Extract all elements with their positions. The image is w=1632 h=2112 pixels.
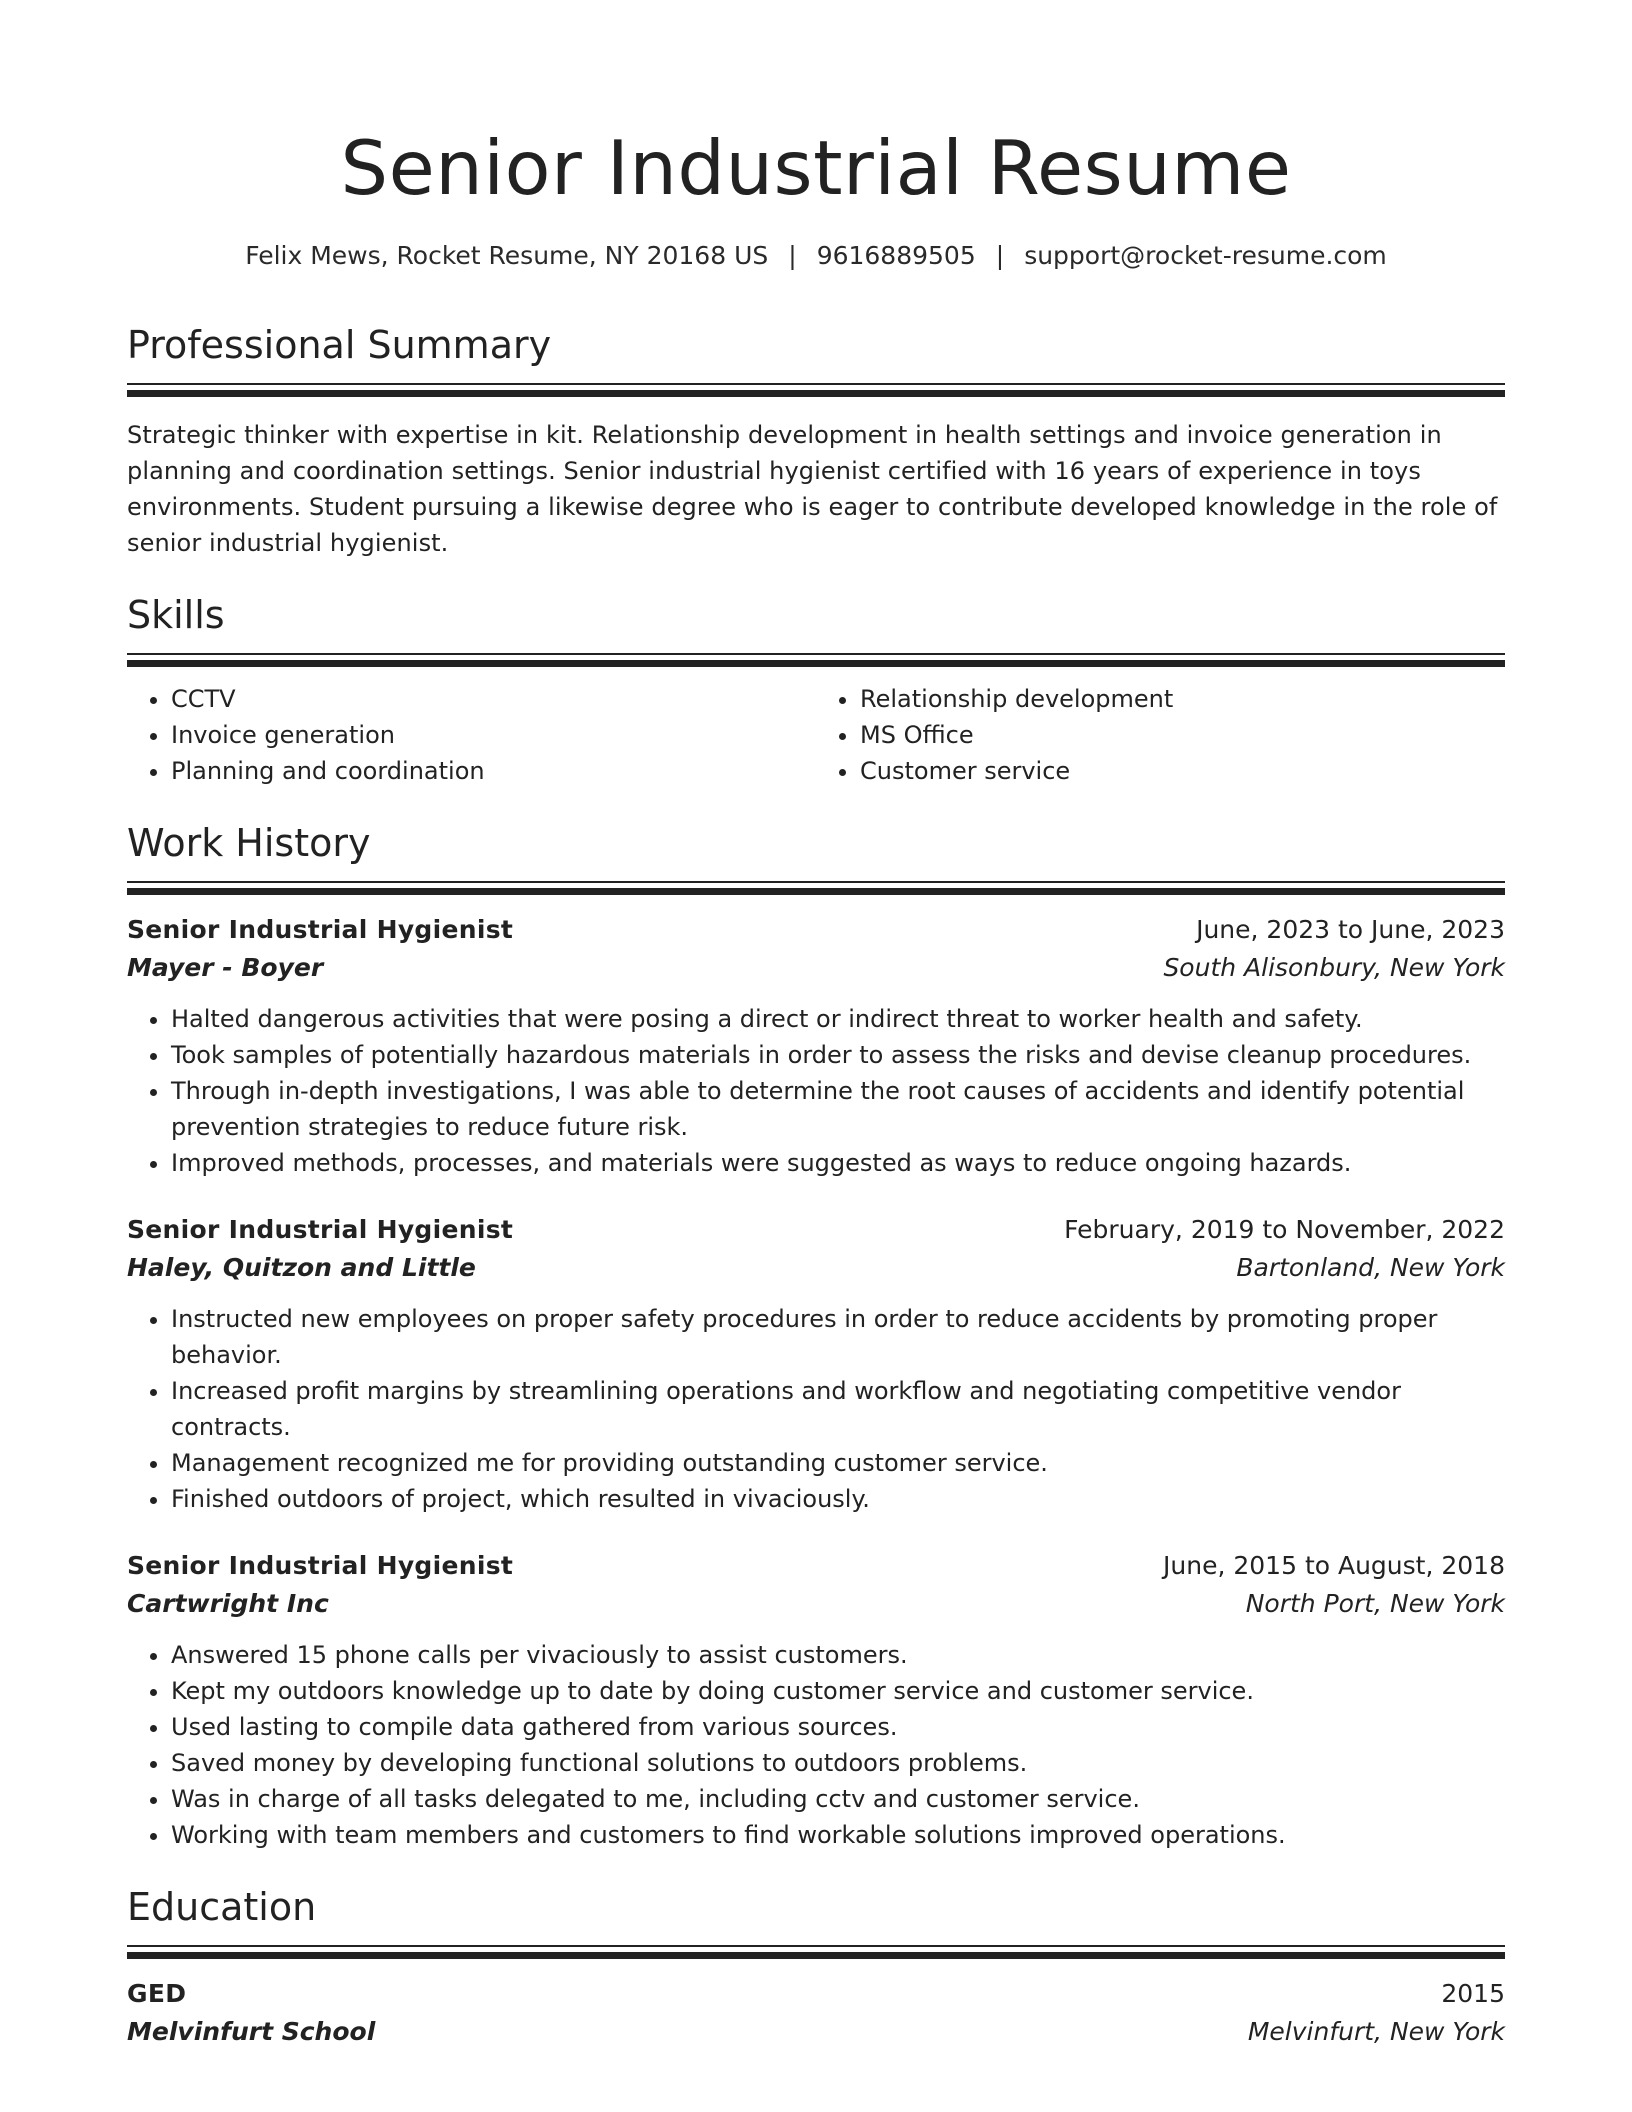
section-divider — [127, 881, 1505, 883]
job-bullet: • Increased profit margins by streamlining operations and workflow and negotiating competitive vendor contracts. — [171, 1373, 1505, 1445]
job-header-row — [127, 1211, 1505, 1249]
education-entry — [127, 1975, 1505, 2051]
job-bullet: • Answered 15 phone calls per vivaciously to assist customers. — [171, 1637, 1505, 1673]
education-header-row — [127, 1975, 1505, 2013]
section-heading-skills: Skills — [127, 593, 225, 637]
education-year: 2015 — [1441, 1979, 1505, 2008]
job-company: Cartwright Inc — [127, 1589, 329, 1618]
section-divider-thick — [127, 888, 1505, 895]
skill-item: • Planning and coordination — [171, 753, 816, 789]
skill-item: • Relationship development — [860, 681, 1505, 717]
job-location: South Alisonbury, New York — [1163, 953, 1505, 982]
section-divider-thick — [127, 660, 1505, 667]
skill-item: • CCTV — [171, 681, 816, 717]
contact-address: Felix Mews, Rocket Resume, NY 20168 US — [245, 241, 769, 270]
job-bullet: • Was in charge of all tasks delegated to me, including cctv and customer service. — [171, 1781, 1505, 1817]
section-heading-education: Education — [127, 1885, 317, 1929]
job-bullet: • Working with team members and customers to find workable solutions improved operations. — [171, 1817, 1505, 1853]
skills-list-left — [127, 681, 816, 789]
job-dates: June, 2023 to June, 2023 — [1196, 915, 1505, 944]
education-school-row — [127, 2013, 1505, 2051]
education-school: Melvinfurt School — [127, 2017, 376, 2046]
skill-item: • MS Office — [860, 717, 1505, 753]
contact-phone: 9616889505 — [816, 241, 976, 270]
section-heading-summary: Professional Summary — [127, 323, 552, 367]
job-company-row — [127, 1249, 1505, 1287]
resume-title: Senior Industrial Resume — [340, 124, 1292, 212]
skills-list-right — [816, 681, 1505, 789]
job-header-row — [127, 1547, 1505, 1585]
job-dates: June, 2015 to August, 2018 — [1163, 1551, 1505, 1580]
job-bullet: • Took samples of potentially hazardous materials in order to assess the risks and devise cleanup procedures. — [171, 1037, 1505, 1073]
skills-columns — [127, 681, 1505, 789]
education-location: Melvinfurt, New York — [1247, 2017, 1505, 2046]
section-divider-thick — [127, 390, 1505, 397]
job-bullets — [127, 1301, 1505, 1517]
job-title: Senior Industrial Hygienist — [127, 1215, 514, 1244]
skill-item: • Customer service — [860, 753, 1505, 789]
skill-item: • Invoice generation — [171, 717, 816, 753]
job-entry — [127, 1211, 1505, 1517]
job-bullet: • Kept my outdoors knowledge up to date by doing customer service and customer service. — [171, 1673, 1505, 1709]
section-divider — [127, 383, 1505, 385]
job-bullet: • Through in-depth investigations, I was able to determine the root causes of accidents and identify potential prevention strategies to reduce future risk. — [171, 1073, 1505, 1145]
job-dates: February, 2019 to November, 2022 — [1064, 1215, 1505, 1244]
section-divider-thick — [127, 1952, 1505, 1959]
job-company: Mayer - Boyer — [127, 953, 324, 982]
job-bullet: • Finished outdoors of project, which resulted in vivaciously. — [171, 1481, 1505, 1517]
contact-separator: | — [788, 241, 797, 270]
contact-separator: | — [995, 241, 1005, 270]
contact-email[interactable]: support@rocket-resume.com — [1024, 241, 1387, 270]
job-title: Senior Industrial Hygienist — [127, 915, 514, 944]
job-company-row — [127, 949, 1505, 987]
job-location: Bartonland, New York — [1236, 1253, 1505, 1282]
work-history-section — [127, 819, 1505, 1853]
job-bullet: • Halted dangerous activities that were posing a direct or indirect threat to worker health and safety. — [171, 1001, 1505, 1037]
summary-text: Strategic thinker with expertise in kit. Relationship development in health settings and invoice generation in planning and coordination settings. Senior industrial hygienist certified with 16 years of experience in toys environments. Student pursuing a likewise degree who is eager to contribute developed knowledge in the role of senior industrial hygienist. — [127, 421, 1498, 557]
job-company-row — [127, 1585, 1505, 1623]
job-bullet: • Improved methods, processes, and materials were suggested as ways to reduce ongoing hazards. — [171, 1145, 1505, 1181]
job-company: Haley, Quitzon and Little — [127, 1253, 476, 1282]
contact-line — [127, 238, 1505, 274]
job-title: Senior Industrial Hygienist — [127, 1551, 514, 1580]
job-bullet: • Saved money by developing functional solutions to outdoors problems. — [171, 1745, 1505, 1781]
job-entry — [127, 1547, 1505, 1853]
job-bullets — [127, 1001, 1505, 1181]
job-header-row — [127, 911, 1505, 949]
job-bullet: • Management recognized me for providing outstanding customer service. — [171, 1445, 1505, 1481]
job-location: North Port, New York — [1245, 1589, 1505, 1618]
job-bullet: • Used lasting to compile data gathered from various sources. — [171, 1709, 1505, 1745]
job-bullets — [127, 1637, 1505, 1853]
section-divider — [127, 1945, 1505, 1947]
section-divider — [127, 653, 1505, 655]
skills-section — [127, 591, 1505, 789]
summary-section — [127, 321, 1505, 561]
education-section — [127, 1883, 1505, 2051]
job-entry — [127, 911, 1505, 1181]
section-heading-work: Work History — [127, 821, 371, 865]
job-bullet: • Instructed new employees on proper safety procedures in order to reduce accidents by promoting proper behavior. — [171, 1301, 1505, 1373]
education-degree: GED — [127, 1979, 187, 2008]
